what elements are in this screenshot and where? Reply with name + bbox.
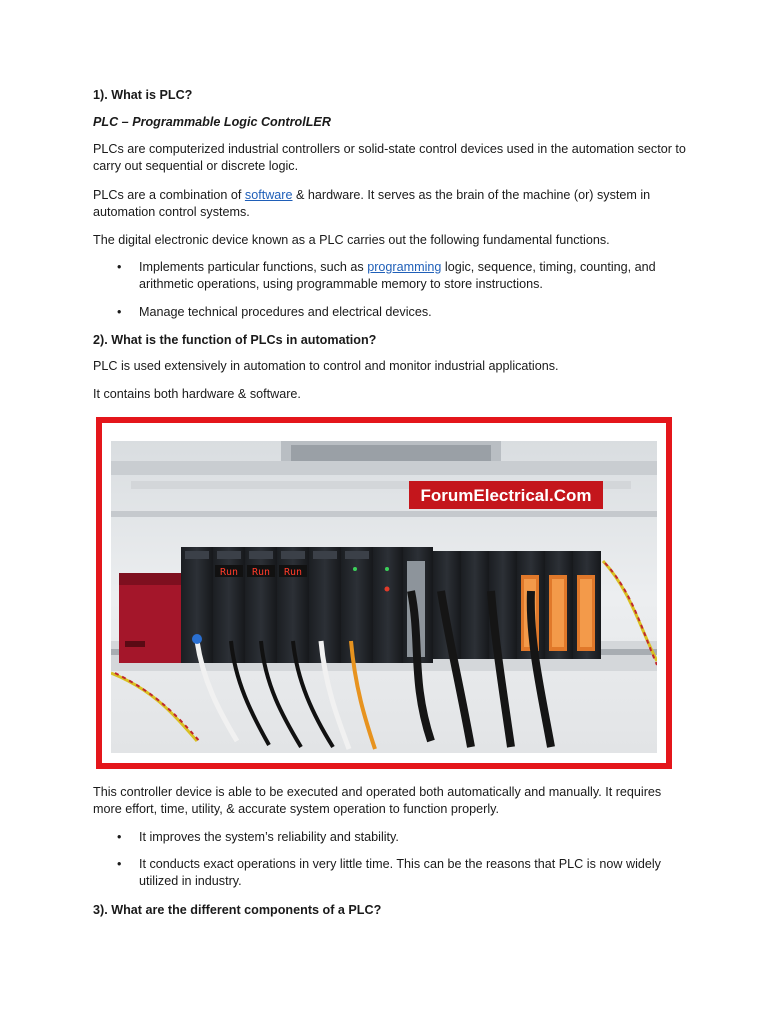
q2-paragraph-3: This controller device is able to be executed and operated both automatically and manually. It requires more effort, time, utility, & accurate system operation to function properly.	[93, 785, 662, 816]
q2-paragraph-1: PLC is used extensively in automation to control and monitor industrial applications.	[93, 359, 559, 373]
bullet-icon: •	[117, 305, 122, 319]
bullet-1-end: logic, sequence, timing, counting, and arithmetic operations, using programmable memory to store instructions.	[139, 260, 656, 291]
list-item	[93, 259, 693, 293]
bullet-icon: •	[117, 857, 122, 871]
run-label: Run	[219, 567, 239, 578]
software-link[interactable]: software	[244, 188, 293, 202]
q2-heading: 2). What is the function of PLCs in automation?	[93, 333, 377, 347]
q1-paragraph-1: PLCs are computerized industrial controllers or solid-state control devices used in the automation sector to carry out sequential or discrete logic.	[93, 142, 686, 173]
list-item	[93, 856, 693, 890]
bullet-2-text: Manage technical procedures and electrical devices.	[139, 305, 432, 319]
bullet-text: It improves the system’s reliability and stability.	[139, 830, 399, 844]
q3-heading: 3). What are the different components of a PLC?	[93, 903, 382, 917]
bullet-icon: •	[117, 830, 122, 844]
q1-paragraph-3: The digital electronic device known as a PLC carries out the following fundamental functions.	[93, 233, 610, 247]
plc-photo-frame	[96, 417, 672, 769]
run-label: Run	[283, 567, 303, 578]
q1-bullet-list	[93, 259, 693, 321]
plc-photo	[111, 441, 657, 753]
bullet-icon: •	[117, 260, 122, 274]
watermark-text: ForumElectrical.Com	[420, 486, 592, 505]
bullet-1-start: Implements particular functions, such as	[139, 260, 368, 274]
list-item	[93, 304, 693, 321]
q1-paragraph-2-start: PLCs are a combination of	[93, 188, 245, 202]
q2-paragraph-2: It contains both hardware & software.	[93, 387, 301, 401]
run-label: Run	[251, 567, 271, 578]
programming-link[interactable]: programming	[367, 260, 442, 274]
q1-subheading: PLC – Programmable Logic ControlLER	[93, 115, 331, 129]
q1-paragraph-2-end: & hardware. It serves as the brain of the machine (or) system in automation control systems.	[93, 188, 651, 219]
q1-paragraph-2	[93, 187, 693, 221]
list-item	[93, 829, 693, 846]
bullet-text: It conducts exact operations in very little time. This can be the reasons that PLC is now widely utilized in industry.	[139, 857, 661, 888]
q1-heading: 1). What is PLC?	[93, 88, 193, 102]
q2-bullet-list	[93, 829, 693, 890]
